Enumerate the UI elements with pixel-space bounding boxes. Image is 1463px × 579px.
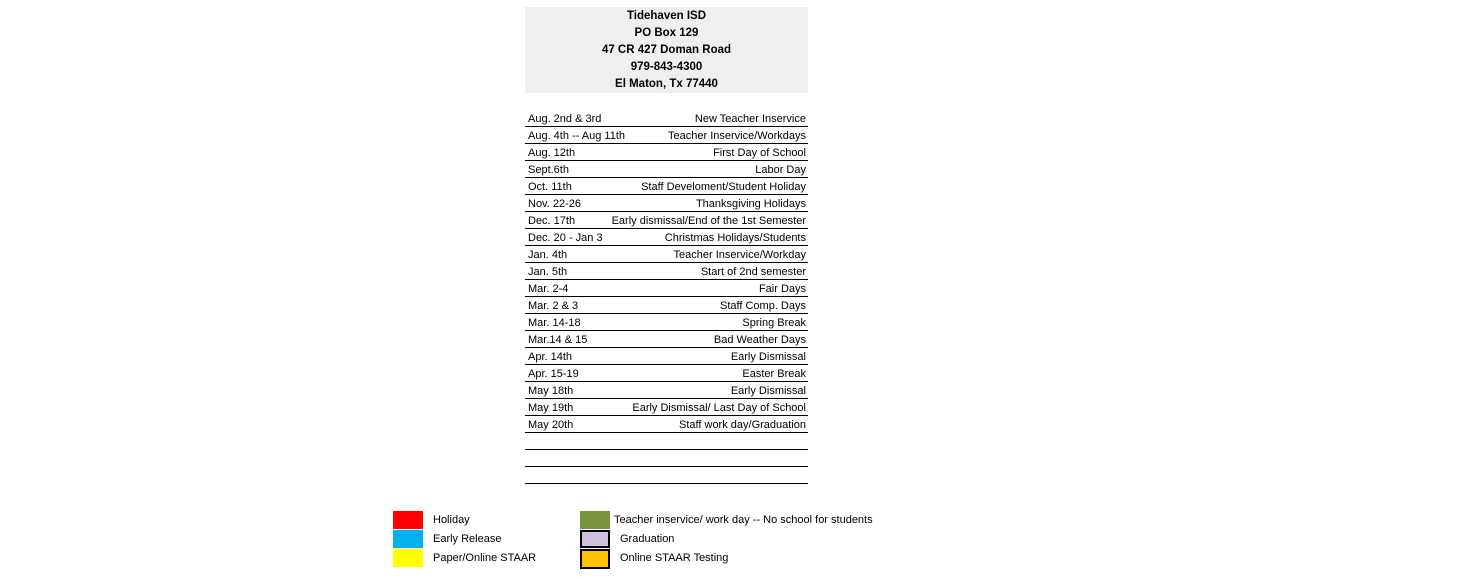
table-row <box>525 450 808 467</box>
event-date: Aug. 4th -- Aug 11th <box>528 130 626 142</box>
event-date: Apr. 14th <box>528 351 573 363</box>
event-description: Christmas Holidays/Students <box>664 232 806 244</box>
legend-label: Teacher inservice/ work day -- No school for students <box>614 514 873 526</box>
table-row <box>525 178 808 195</box>
event-date: Mar. 14-18 <box>528 317 581 329</box>
event-description: Fair Days <box>758 283 806 295</box>
event-date: Sept.6th <box>528 164 569 176</box>
table-row <box>525 263 808 280</box>
event-date: May 20th <box>528 419 574 431</box>
event-description: Thanksgiving Holidays <box>695 198 806 210</box>
event-description: Spring Break <box>742 317 806 329</box>
event-description: Staff Comp. Days <box>720 300 806 312</box>
event-description: Early Dismissal <box>730 351 806 363</box>
table-row <box>525 399 808 416</box>
table-row <box>525 280 808 297</box>
event-description: First Day of School <box>713 147 806 159</box>
event-date: Aug. 2nd & 3rd <box>528 113 602 125</box>
table-row <box>525 161 808 178</box>
district-info-header <box>525 7 808 93</box>
table-row <box>525 416 808 433</box>
table-row <box>525 365 808 382</box>
table-row <box>525 382 808 399</box>
event-description: Early Dismissal <box>730 385 806 397</box>
event-date: May 19th <box>528 402 574 414</box>
table-row <box>525 212 808 229</box>
event-date: Nov. 22-26 <box>528 198 581 210</box>
event-description: Staff work day/Graduation <box>679 419 806 431</box>
event-description: Start of 2nd semester <box>700 266 806 278</box>
district-name: Tidehaven ISD <box>626 10 707 22</box>
event-date: Aug. 12th <box>528 147 576 159</box>
calendar-schedule-table <box>525 110 808 484</box>
legend-swatch <box>580 549 610 569</box>
district-city-state-zip: El Maton, Tx 77440 <box>615 78 718 90</box>
event-description: New Teacher Inservice <box>694 113 806 125</box>
event-description: Bad Weather Days <box>713 334 806 346</box>
legend-swatch <box>393 549 423 567</box>
legend-swatch <box>580 530 610 548</box>
event-date: Jan. 5th <box>528 266 568 278</box>
event-date: May 18th <box>528 385 574 397</box>
table-row <box>525 331 808 348</box>
table-row <box>525 144 808 161</box>
district-po-box: PO Box 129 <box>634 27 699 39</box>
district-phone: 979-843-4300 <box>630 61 703 73</box>
legend-swatch <box>393 511 423 529</box>
event-description: Teacher Inservice/Workdays <box>668 130 806 142</box>
table-row <box>525 314 808 331</box>
table-row <box>525 127 808 144</box>
event-date: Mar. 2 & 3 <box>528 300 579 312</box>
event-description: Staff Develoment/Student Holiday <box>641 181 806 193</box>
table-row <box>525 348 808 365</box>
legend-label: Early Release <box>433 533 502 545</box>
event-description: Teacher Inservice/Workday <box>673 249 806 261</box>
event-date: Dec. 17th <box>528 215 576 227</box>
event-description: Labor Day <box>755 164 806 176</box>
table-row <box>525 110 808 127</box>
legend-swatch <box>580 511 610 529</box>
legend-label: Holiday <box>433 514 470 526</box>
legend-swatch <box>393 530 423 548</box>
table-row <box>525 467 808 484</box>
event-date: Dec. 20 - Jan 3 <box>528 232 603 244</box>
legend-label: Paper/Online STAAR <box>433 552 537 564</box>
event-date: Jan. 4th <box>528 249 568 261</box>
district-street-address: 47 CR 427 Doman Road <box>601 44 732 56</box>
event-description: Easter Break <box>742 368 806 380</box>
event-description: Early dismissal/End of the 1st Semester <box>611 215 806 227</box>
event-date: Apr. 15-19 <box>528 368 579 380</box>
legend-label: Online STAAR Testing <box>620 552 729 564</box>
event-date: Oct. 11th <box>528 181 572 193</box>
event-date: Mar.14 & 15 <box>528 334 588 346</box>
table-row <box>525 229 808 246</box>
event-date: Mar. 2-4 <box>528 283 569 295</box>
table-row <box>525 195 808 212</box>
table-row <box>525 433 808 450</box>
table-row <box>525 297 808 314</box>
table-row <box>525 246 808 263</box>
legend-label: Graduation <box>620 533 675 545</box>
event-description: Early Dismissal/ Last Day of School <box>632 402 806 414</box>
